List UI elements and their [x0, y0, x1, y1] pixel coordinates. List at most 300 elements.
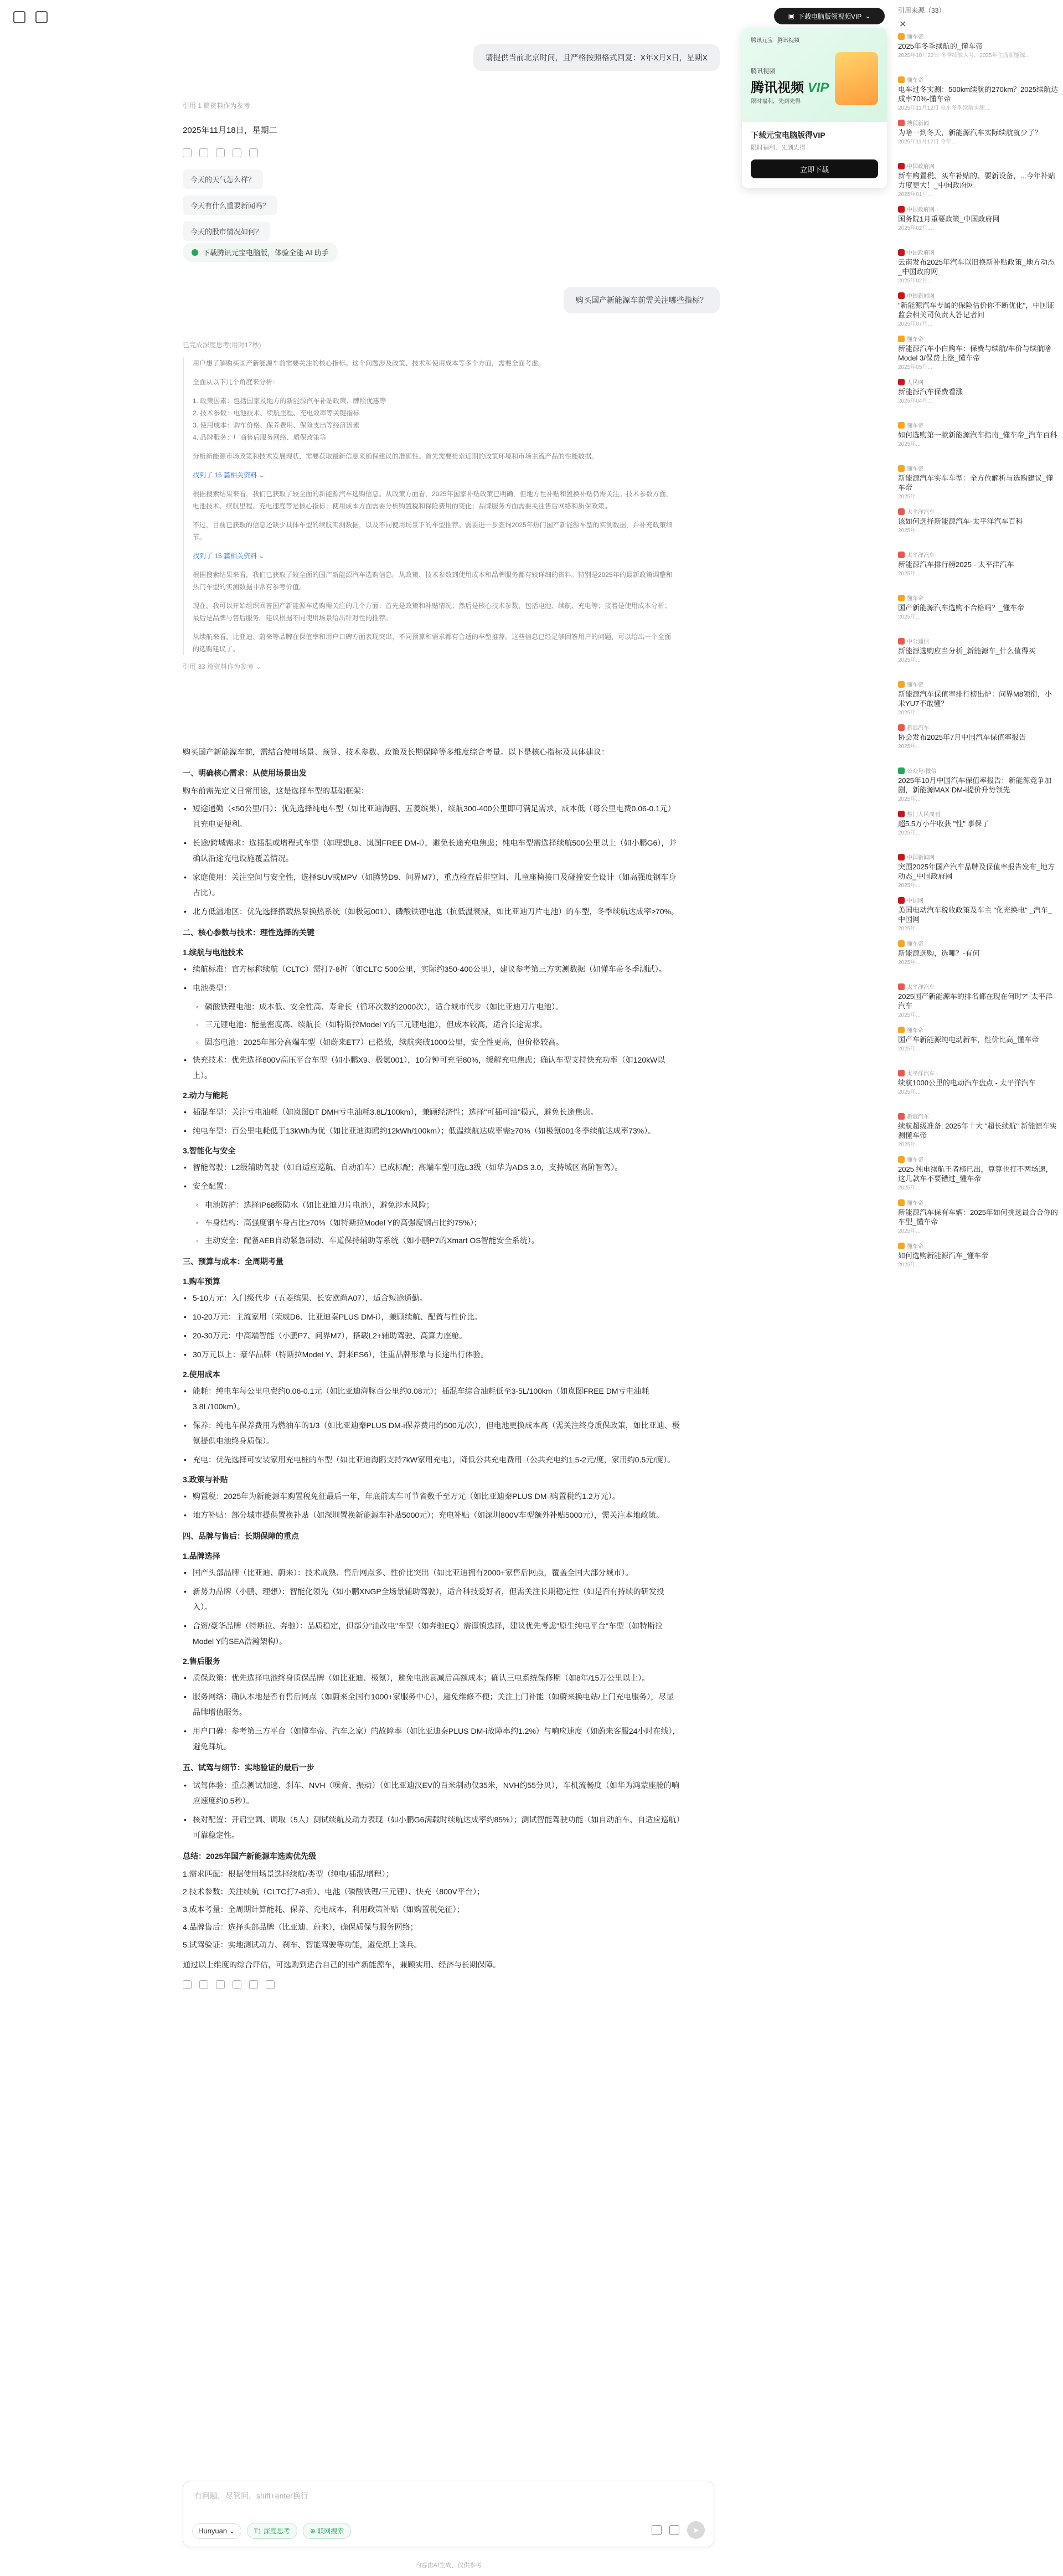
summary-item: 4.品牌售后：选择头部品牌（比亚迪、蔚来），确保质保与服务网络； — [183, 1923, 418, 1931]
reference-snippet: 2025年... — [898, 710, 921, 716]
reference-title: 为啥一到冬天，新能源汽车实际续航就少了？ — [898, 128, 1043, 137]
reference-title: 续航1000公里的电动汽车盘点 - 太平洋汽车 — [898, 1079, 1036, 1087]
reference-snippet: 2025年... — [898, 744, 921, 750]
source-logo-icon — [898, 552, 905, 558]
thinking-list-item: 4. 品牌服务：厂商售后服务网络、质保政策等 — [193, 434, 327, 441]
section-heading: 三、预算与成本：全周期考量 — [183, 1257, 283, 1266]
reference-source-name: 懂车帝 — [907, 1201, 923, 1207]
source-logo-icon — [898, 163, 905, 169]
reference-snippet: 2025年... — [898, 441, 921, 447]
reference-item[interactable] — [898, 421, 1059, 456]
badge: 腾讯元宝 — [751, 38, 773, 44]
reference-title: "新能源汽车专属的保险估价你不断优化"，中国证监会相关司负责人答记者问 — [898, 301, 1055, 319]
reference-source-name: 懂车帝 — [907, 337, 923, 343]
reference-snippet: 2025年02月... — [898, 225, 932, 231]
list-item: • 30万元以上：豪华品牌（特斯拉Model Y、蔚来ES6），注重品牌形象与长途出行体验。 — [183, 1347, 681, 1362]
reference-source-name: 懂车帝 — [907, 682, 923, 688]
list-item: • 短途通勤（≤50公里/日）：优先选择纯电车型（如比亚迪海鸥、五菱缤果），续航300-400公里即可满足需求，成本低（每公里电费0.06-0.1元）且充电更便利。 — [183, 801, 681, 832]
subsection-heading: 2.售后服务 — [183, 1657, 220, 1666]
reference-snippet: 2025年... — [898, 614, 921, 620]
thinking-text: 不过，目前已获取的信息还缺少具体车型的续航实测数据，以及不同使用场景下的车型推荐。需要进一步查询2025年热门国产新能源车型的实测数据，并补充政策细节。 — [193, 521, 673, 541]
thinking-list-item: 1. 政策因素：包括国家及地方的新能源汽车补贴政策、牌照优惠等 — [193, 397, 386, 405]
reference-item[interactable] — [898, 248, 1059, 284]
share-icon[interactable] — [199, 1980, 208, 1989]
reference-item[interactable] — [898, 32, 1059, 68]
image-icon[interactable] — [669, 2525, 679, 2535]
reference-source-name: 太平洋汽车 — [907, 553, 935, 559]
reference-title: 2025年10月中国汽车保值率报告：新能源竞争加剧，新能源MAX DM-i提价升势领先 — [898, 776, 1052, 794]
reference-source — [898, 1112, 1059, 1120]
reference-snippet: 2025年11月12日 电车冬季续航实测... — [898, 105, 989, 111]
reference-source — [898, 1198, 1059, 1207]
reference-source-name: 懂车帝 — [907, 1157, 923, 1163]
reference-source — [898, 1069, 1059, 1077]
reference-source-name: 懂车帝 — [907, 78, 923, 84]
reference-item[interactable] — [898, 291, 1059, 327]
thinking-list-item: 2. 技术参数：电池技术、续航里程、充电效率等关键指标 — [193, 409, 360, 417]
source-logo-icon — [898, 1113, 905, 1120]
source-logo-icon — [898, 854, 905, 861]
reference-source-name: 太平洋汽车 — [907, 1071, 935, 1077]
reference-item[interactable] — [898, 637, 1059, 672]
vip-promo-card — [742, 28, 887, 188]
nested-list-item: ◦ 电池防护：选择IP68级防水（如比亚迪刀片电池），避免涉水风险； — [183, 1197, 681, 1213]
thumb-up-icon[interactable] — [216, 1980, 225, 1989]
list-item: • 充电：优先选择可安装家用充电桩的车型（如比亚迪海鸥支持7kW家用充电），降低公共充电费用（公共充电约1.5-2元/度，家用约0.5元/度）。 — [183, 1452, 681, 1467]
download-label: 下载腾讯元宝电脑版，体验全能 AI 助手 — [203, 249, 329, 257]
reference-snippet: 2025年... — [898, 1142, 921, 1148]
reference-title: 新能源汽车保费看涨 — [898, 388, 963, 396]
reference-source — [898, 550, 1059, 559]
subsection-heading: 2.使用成本 — [183, 1370, 220, 1379]
reference-title: 协会发布2025年7月中国汽车保值率报告 — [898, 733, 1026, 741]
source-logo-icon — [898, 1199, 905, 1206]
reference-source-name: 中国政府网 — [907, 164, 935, 170]
reference-count[interactable]: 引用 1 篇资料作为参考 — [183, 102, 250, 110]
reference-title: 美国电动汽车税收政策及车主 "化充换电" _汽车_中国网 — [898, 906, 1052, 924]
promo-badges — [751, 35, 799, 44]
reference-source — [898, 1155, 1059, 1163]
reference-source — [898, 507, 1059, 516]
reference-source — [898, 810, 1059, 818]
subsection-heading: 1.续航与电池技术 — [183, 948, 244, 957]
thumb-up-icon[interactable] — [216, 148, 225, 157]
list-item: • 地方补贴：部分城市提供置换补贴（如深圳置换新能源车补贴5000元）；充电补贴（如深圳800V车型额外补贴5000元），需关注本地政策。 — [183, 1507, 681, 1523]
section-heading: 总结：2025年国产新能源车选购优先级 — [183, 1852, 317, 1861]
source-logo-icon — [898, 249, 905, 256]
subsection-heading: 1.品牌选择 — [183, 1552, 220, 1560]
download-app-button[interactable] — [183, 243, 338, 262]
reference-list — [898, 32, 1059, 1285]
summary-item: 2.技术参数：关注续航（CLTC打7-8折）、电池（磷酸铁锂/三元锂）、快充（800V平台）； — [183, 1887, 485, 1896]
top-toolbar — [13, 11, 48, 23]
source-logo-icon — [898, 508, 905, 515]
reference-item[interactable] — [898, 939, 1059, 975]
source-logo-icon — [898, 638, 905, 645]
promo-subtitle: 限时福利，先到先得 — [751, 145, 806, 151]
chat-input-box — [183, 2481, 714, 2547]
section-heading: 五、试驾与细节：实地验证的最后一步 — [183, 1763, 314, 1772]
reference-snippet: 2025年05月... — [898, 364, 932, 370]
reference-item[interactable] — [898, 464, 1059, 499]
reference-source-name: 懂车帝 — [907, 1244, 923, 1250]
suggestion-item[interactable]: 今天的股市情况如何？ — [183, 221, 270, 241]
source-logo-icon — [898, 811, 905, 817]
reference-title: 新能源选购，选哪？-有何 — [898, 949, 980, 957]
reference-title: 国产车新能源纯电动新车，性价比高_懂车帝 — [898, 1035, 1039, 1044]
badge: 腾讯视频 — [777, 38, 799, 44]
message-actions — [183, 1980, 681, 1989]
reference-item[interactable] — [898, 75, 1059, 111]
subsection-heading: 3.智能化与安全 — [183, 1146, 236, 1155]
reference-source — [898, 594, 1059, 602]
source-logo-icon — [898, 681, 905, 688]
list-item: • 5-10万元：入门级代步（五菱缤果、长安欧尚A07），适合短途通勤。 — [183, 1290, 681, 1306]
reference-source-name: 新浪汽车 — [907, 1114, 929, 1120]
reference-source — [898, 637, 1059, 645]
list-item: • 质保政策：优先选择电池终身质保品牌（如比亚迪、极氪），避免电池衰减后高额成本；确认三电系统保修期（如8年/15万公里以上）。 — [183, 1670, 681, 1686]
reference-item[interactable] — [898, 205, 1059, 240]
reference-title: 2025年冬季续航的_懂车帝 — [898, 42, 983, 50]
reference-item[interactable] — [898, 119, 1059, 154]
app-logo-icon — [192, 249, 198, 256]
reference-item[interactable] — [898, 550, 1059, 586]
reference-source-name: 太平洋汽车 — [907, 985, 935, 991]
reference-snippet: 2025年... — [898, 1262, 921, 1268]
reference-source-name: 懂车帝 — [907, 941, 923, 947]
source-logo-icon — [898, 1070, 905, 1076]
source-logo-icon — [898, 379, 905, 385]
reference-snippet: 2025年... — [898, 494, 921, 500]
promo-brand-name: 腾讯视频 — [751, 80, 804, 95]
source-logo-icon — [898, 767, 905, 774]
reference-source — [898, 75, 1059, 84]
thinking-text: 从续航来看，比亚迪、蔚来等品牌在保值率和用户口碑方面表现突出，不同预算和需求都有合适的车型推荐。这些信息已经足够回答用户的问题，可以给出一个全面的选购建议了。 — [193, 633, 672, 653]
list-item: • 长途/跨城需求：选插混或增程式车型（如理想L8、岚图FREE DM-i），避免长途充电焦虑；纯电车型需选择续航500公里以上（如小鹏G6），并确认沿途充电设施覆盖情况。 — [183, 835, 681, 866]
reference-source — [898, 378, 1059, 386]
thinking-text: 根据搜索结果来看，我们已获取了较全面的国产新能源汽车选购信息。从政策、技术参数到使用成本和品牌服务都有较详细的资料。特别是2025年的最新政策调整和热门车型的实测数据非常有参考价值。 — [193, 571, 673, 591]
source-logo-icon — [898, 940, 905, 947]
reference-source — [898, 723, 1059, 731]
nested-list-item: ◦ 磷酸铁锂电池：成本低、安全性高、寿命长（循环次数约2000次），适合城市代步（如比亚迪刀片电池）。 — [183, 999, 681, 1014]
source-logo-icon — [898, 1027, 905, 1033]
sidebar-toggle-icon[interactable] — [13, 11, 25, 23]
source-logo-icon — [898, 1156, 905, 1163]
list-item: • 20-30万元：中高端智能（小鹏P7、问界M7），搭载L2+辅助驾驶、高算力座舱。 — [183, 1328, 681, 1343]
reference-title: 云南发布2025年汽车以旧换新补贴政策_地方动态_中国政府网 — [898, 258, 1055, 276]
reference-item[interactable] — [898, 896, 1059, 931]
reference-snippet: 2025年... — [898, 528, 921, 534]
reference-title: 新能源汽车实车车型：全方位解析与选购建议_懂车帝 — [898, 474, 1054, 492]
tv-icon: ▣ — [788, 12, 794, 20]
source-logo-icon — [898, 206, 905, 213]
reference-source-name: 懂车帝 — [907, 423, 923, 429]
reference-item[interactable] — [898, 1069, 1059, 1104]
reference-source — [898, 291, 1059, 300]
reference-title: 2025国产新能源车的排名都在现在何时?"-太平洋汽车 — [898, 992, 1053, 1010]
source-logo-icon — [898, 292, 905, 299]
reference-title: 新车购置税、买车补贴的、要新设备，...今年补贴力度更大！_中国政府网 — [898, 172, 1055, 189]
reference-snippet: 2025年02月... — [898, 278, 932, 284]
source-logo-icon — [898, 897, 905, 904]
tv-illustration-icon — [835, 52, 878, 105]
reference-source — [898, 896, 1059, 904]
vip-label: VIP — [807, 80, 829, 95]
section-heading: 二、核心参数与技术：理性选择的关键 — [183, 928, 314, 937]
reference-title: 超5.5万小牛收获 "性" 事保了 — [898, 820, 989, 828]
reference-source — [898, 1026, 1059, 1034]
reference-title: 如何选购第一款新能源汽车指南_懂车帝_汽车百科 — [898, 431, 1057, 439]
reference-item[interactable] — [898, 1026, 1059, 1061]
reference-item[interactable] — [898, 507, 1059, 543]
reference-title: 电车过冬实测：500km续航的270km？2025续航达成率70%-懂车帝 — [898, 85, 1058, 103]
more-icon[interactable] — [249, 148, 258, 157]
source-logo-icon — [898, 120, 905, 126]
list-item: • 续航标准：官方标称续航（CLTC）需打7-8折（如CLTC 500公里，实际约350-400公里），建议参考第三方实测数据（如懂车帝冬季测试）。 — [183, 961, 681, 977]
reference-source-name: 懂车帝 — [907, 34, 923, 40]
reference-title: 新能源汽车保有车辆：2025年如何挑选最合合你的车型_懂车帝 — [898, 1208, 1058, 1226]
list-item: • 核对配置：开启空调、调取（5人）测试续航及动力表现（如小鹏G6满载时续航达成率约85%）；测试智能驾驶功能（如自动泊车、自适应巡航）可靠稳定性。 — [183, 1812, 681, 1843]
source-logo-icon — [898, 422, 905, 429]
reference-item[interactable] — [898, 766, 1059, 802]
reference-item[interactable] — [898, 334, 1059, 370]
reference-source — [898, 248, 1059, 256]
summary-item: 5.试驾验证：实地测试动力、刹车、智能驾驶等功能，避免纸上谈兵。 — [183, 1940, 422, 1949]
list-item: • 插混车型：关注亏电油耗（如岚图DT DMH亏电油耗3.8L/100km），兼顾经济性；选择"可插可油"模式，避免长途焦虑。 — [183, 1104, 681, 1120]
suggestion-list — [183, 169, 277, 241]
reference-source-name: 中国新闻网 — [907, 293, 935, 300]
reference-snippet: 2025年... — [898, 1185, 921, 1191]
reference-source — [898, 32, 1059, 40]
reference-source-name: 懂车帝 — [907, 1028, 923, 1034]
reference-item[interactable] — [898, 1112, 1059, 1147]
source-logo-icon — [898, 33, 905, 40]
reference-snippet: 2025年... — [898, 1046, 921, 1052]
list-item: • 新势力品牌（小鹏、理想）：智能化领先（如小鹏XNGP全场景辅助驾驶），适合科技爱好者，但需关注长期稳定性（如是否有持续的研发投入）。 — [183, 1584, 681, 1615]
reference-item[interactable] — [898, 378, 1059, 413]
thinking-text: 用户想了解购买国产新能源车前需要关注的核心指标。这个问题涉及政策、技术和使用成本等多个方面，需要全面考虑。 — [193, 359, 545, 367]
reference-source-name: 太平洋汽车 — [907, 509, 935, 516]
nested-list-item: ◦ 三元锂电池：能量密度高、续航长（如特斯拉Model Y的三元锂电池），但成本较高，适合长途需求。 — [183, 1017, 681, 1032]
reference-source-name: 中国政府网 — [907, 207, 935, 213]
source-logo-icon — [898, 1243, 905, 1249]
reference-source-name: 中国新闻网 — [907, 855, 935, 861]
reference-title: 续航超级准备: 2025年十大 "超长续航" 新能源车实测懂车帝 — [898, 1122, 1057, 1140]
reference-snippet: 2025年07月... — [898, 321, 932, 327]
reference-source-name: 公众号·微信 — [907, 769, 937, 775]
reference-source — [898, 853, 1059, 861]
reference-panel — [892, 0, 1063, 2576]
reference-snippet: 2025年... — [898, 571, 921, 577]
reference-snippet: 2025年... — [898, 1089, 921, 1095]
list-item: • 购置税：2025年为新能源车购置税免征最后一年，年底前购车可节省数千至万元（如比亚迪秦PLUS DM-i购置税约1.2万元）。 — [183, 1488, 681, 1504]
more-icon[interactable] — [266, 1980, 275, 1989]
thinking-list-item: 3. 使用成本：购车价格、保养费用、保险支出等经济因素 — [193, 421, 360, 429]
reference-source — [898, 205, 1059, 213]
answer-date: 2025年11月18日，星期二 — [183, 126, 277, 135]
reference-title: 如何选购新能源汽车_懂车帝 — [898, 1251, 989, 1260]
user-message-2: 购买国产新能源车前需关注哪些指标？ — [564, 287, 720, 313]
reference-item[interactable] — [898, 680, 1059, 715]
web-search-toggle[interactable]: ⊕ 联网搜索 — [303, 2523, 351, 2539]
reference-title: 新能源汽车保值率排行榜出炉：问界M8领衔，小米YU7不敢懂？ — [898, 690, 1052, 708]
answer-intro: 购买国产新能源车前，需结合使用场景、预算、技术参数、政策及长期保障等多维度综合考量。以下是核心指标及具体建议： — [183, 748, 609, 756]
list-item: • 合资/豪华品牌（特斯拉、奔驰）：品质稳定，但部分"油改电"车型（如奔驰EQ）需谨慎选择，建议优先考虑"原生纯电平台"车型（如特斯拉Model Y的SEA浩瀚架构）。 — [183, 1618, 681, 1649]
answer-body — [183, 740, 681, 1989]
share-icon[interactable] — [199, 148, 208, 157]
reference-title: 突围2025年国产汽车品牌及保值率报告发布_地方动态_中国政府网 — [898, 863, 1055, 880]
reference-count[interactable]: 引用 33 篇资料作为参考 ⌄ — [183, 663, 261, 671]
nested-list-item: ◦ 固态电池：2025年部分高端车型（如蔚来ET7）已搭载，续航突破1000公里，安全性更高，但价格较高。 — [183, 1034, 681, 1050]
reference-source — [898, 982, 1059, 991]
thinking-body — [183, 357, 675, 655]
promo-title: 下载元宝电脑版得VIP — [751, 131, 825, 140]
thumb-down-icon[interactable] — [233, 1980, 241, 1989]
nested-list-item: ◦ 主动安全：配备AEB自动紧急制动、车道保持辅助等系统（如小鹏P7的Xmart OS智能安全系统）。 — [183, 1233, 681, 1248]
list-item: • 北方低温地区：优先选择搭载热泵换热系统（如极氪001）、磷酸铁锂电池（抗低温衰减，如比亚迪刀片电池）的车型，冬季续航达成率≥70%。 — [183, 904, 681, 919]
reference-source — [898, 334, 1059, 343]
source-logo-icon — [898, 465, 905, 472]
download-vip-label: 下载电脑版领视频VIP — [797, 12, 862, 20]
list-item: • 电池类型： — [183, 980, 681, 996]
reference-item[interactable] — [898, 1241, 1059, 1277]
reference-title: 新能源汽车小白购车：保费与续航/车价与续航啥Model 3/保费上涨_懂车帝 — [898, 344, 1051, 362]
reference-source — [898, 421, 1059, 429]
chevron-down-icon: ⌄ — [865, 12, 871, 20]
source-logo-icon — [898, 76, 905, 83]
answer-closing: 通过以上维度的综合评估，可选购到适合自己的国产新能源车，兼顾实用、经济与长期保障。 — [183, 1960, 500, 1969]
deep-think-toggle[interactable]: T1 深度思考 — [247, 2523, 297, 2539]
list-item: • 安全配置： — [183, 1178, 681, 1194]
list-item: • 快充技术：优先选择800V高压平台车型（如小鹏X9、极氪001），10分钟可充至80%，缓解充电焦虑；确认车型支持快充功率（如120kW以上）。 — [183, 1052, 681, 1083]
reference-source-name: 懂车帝 — [907, 596, 923, 602]
summary-item: 1.需求匹配：根据使用场景选择续航/类型（纯电/插混/增程）； — [183, 1869, 394, 1878]
reference-source-name: 热门人民周刊 — [907, 812, 940, 818]
thumb-down-icon[interactable] — [233, 148, 241, 157]
thinking-header[interactable]: 已完成深度思考(用时17秒) — [183, 341, 261, 349]
download-vip-button[interactable] — [774, 8, 885, 24]
user-message-1: 请提供当前北京时间，且严格按照格式回复：X年X月X日，星期X — [473, 44, 720, 71]
search-results-link[interactable]: 找到了 15 篇相关资料 ⌄ — [193, 471, 265, 479]
nested-list-item: ◦ 车身结构：高强度钢车身占比≥70%（如特斯拉Model Y的高强度钢占比约75%）； — [183, 1215, 681, 1230]
reference-source-name: 人民网 — [907, 380, 923, 386]
reference-snippet: 2025年... — [898, 1012, 921, 1018]
copy-icon[interactable] — [183, 148, 192, 157]
suggestion-item[interactable]: 今天的天气怎么样？ — [183, 169, 263, 189]
reference-source — [898, 680, 1059, 688]
source-logo-icon — [898, 595, 905, 601]
send-button[interactable]: ➤ — [687, 2521, 705, 2539]
list-item: • 纯电车型：百公里电耗低于13kWh为优（如比亚迪海鸥约12kWh/100km）；低温续航达成率需≥70%（如极氪001冬季续航达成率73%）。 — [183, 1123, 681, 1138]
chat-column — [177, 0, 720, 2576]
folder-icon[interactable] — [652, 2525, 662, 2535]
copy-icon[interactable] — [183, 1980, 192, 1989]
reference-item[interactable] — [898, 853, 1059, 888]
reference-source-name: 中国政府网 — [907, 250, 935, 256]
reference-title: 新能源汽车排行榜2025 - 太平洋汽车 — [898, 560, 1014, 569]
thinking-text: 现在，我可以开始组织回答国产新能源车选购需关注的几个方面：首先是政策和补贴情况；然后是核心技术参数，包括电池、续航、充电等；接着是使用成本分析；最后是品牌与售后服务。建议根据不同使用场景给出针对性的推荐。 — [193, 602, 672, 622]
ai-disclaimer: 内容由AI生成，仅供参考 — [415, 2562, 482, 2569]
section-heading: 一、明确核心需求：从使用场景出发 — [183, 769, 307, 777]
reference-snippet: 2025年01月... — [898, 192, 932, 198]
subsection-heading: 1.购车预算 — [183, 1277, 220, 1286]
reference-item[interactable] — [898, 162, 1059, 197]
list-item: • 用户口碑：参考第三方平台（如懂车帝、汽车之家）的故障率（如比亚迪秦PLUS DM-i故障率约1.2%）与响应速度（如蔚来客服24小时在线），避免踩坑。 — [183, 1723, 681, 1754]
reference-source — [898, 162, 1059, 170]
reference-title: 2025 纯电续航王者榜已出，算算也打不两场速，这几款车不要错过_懂车帝 — [898, 1165, 1053, 1183]
reference-source — [898, 1241, 1059, 1250]
subsection-heading: 3.政策与补贴 — [183, 1475, 228, 1484]
reference-snippet: 2025年... — [898, 960, 921, 966]
promo-brand-small: 腾讯视频 — [751, 68, 775, 75]
list-item: • 10-20万元：主流家用（荣威D6、比亚迪秦PLUS DM-i），兼顾续航、配置与性价比。 — [183, 1309, 681, 1325]
reference-item[interactable] — [898, 982, 1059, 1018]
message-actions — [183, 148, 258, 157]
thinking-text: 根据搜索结果来看，我们已获取了较全面的新能源汽车选购信息。从政策方面看，2025年国家补贴政策已明确，但地方性补贴和置换补贴仍需关注。技术参数方面，电池技术、续航里程、充电速度等是核心指标；使用成本方面需要分析购置税和保险费用的变化；品牌服务方面需要关注售后网络和质保政策。 — [193, 490, 673, 510]
thinking-panel — [183, 340, 675, 671]
reference-item[interactable] — [898, 1155, 1059, 1191]
source-logo-icon — [898, 336, 905, 342]
thinking-text: 分析新能源市场政策和技术发展现状，需要获取最新信息来确保建议的准确性。首先需要检索近期的政策环境和市场主流产品的性能数据。 — [193, 452, 598, 460]
promo-tagline: 限时福利，先到先得 — [751, 99, 801, 105]
download-now-button[interactable]: 立即下载 — [751, 159, 878, 178]
reference-snippet: 2025年... — [898, 883, 921, 889]
search-results-link[interactable]: 找到了 15 篇相关资料 ⌄ — [193, 552, 265, 560]
model-selector[interactable]: Hunyuan ⌄ — [192, 2523, 241, 2539]
input-right-tools — [652, 2521, 705, 2539]
reference-source — [898, 119, 1059, 127]
subsection-heading: 2.动力与能耗 — [183, 1091, 228, 1100]
answer-text: 购车前需先定义日常用途，这是选择车型的基础框架： — [183, 786, 369, 795]
reference-snippet: 2025年10月22日 冬季续航大考，2025年主流新能源... — [898, 53, 1030, 59]
new-chat-icon[interactable] — [35, 11, 48, 23]
reference-item[interactable] — [898, 594, 1059, 629]
section-heading: 四、品牌与售后：长期保障的重点 — [183, 1532, 299, 1541]
reference-item[interactable] — [898, 723, 1059, 759]
reference-panel-title: 引用来源（33） — [898, 7, 946, 14]
reference-item[interactable] — [898, 1198, 1059, 1234]
reference-source-name: 新浪汽车 — [907, 725, 929, 731]
reference-title: 国务院1月重要政策_中国政府网 — [898, 215, 1000, 223]
reference-source — [898, 464, 1059, 472]
reference-item[interactable] — [898, 810, 1059, 845]
reference-snippet: 2025年... — [898, 657, 921, 663]
reference-source — [898, 939, 1059, 947]
reference-source-name: 搜狐新闻 — [907, 121, 929, 127]
reference-source-name: 中国网 — [907, 898, 923, 904]
close-icon[interactable]: ✕ — [899, 20, 907, 29]
list-item: • 家庭使用：关注空间与安全性，选择SUV或MPV（如腾势D9、问界M7），重点检查后排空间、儿童座椅接口及碰撞安全设计（如高强度钢车身占比）。 — [183, 869, 681, 900]
input-tools — [192, 2523, 351, 2539]
reference-title: 新能源选购应当分析_新能源车_什么值得买 — [898, 647, 1036, 655]
reference-title: 国产新能源汽车选购不合格吗？_懂车帝 — [898, 604, 1025, 612]
summary-item: 3.成本考量：全周期计算能耗、保养、充电成本，利用政策补贴（如购置税免征）； — [183, 1905, 465, 1914]
list-item: • 能耗：纯电车每公里电费约0.06-0.1元（如比亚迪海豚百公里约0.08元）；插混车综合油耗低至3-5L/100km（如岚图FREE DM亏电油耗3.8L/100km）。 — [183, 1383, 681, 1414]
suggestion-item[interactable]: 今天有什么重要新闻吗？ — [183, 195, 277, 215]
regenerate-icon[interactable] — [249, 1980, 258, 1989]
list-item: • 智能驾驶：L2级辅助驾驶（如自适应巡航、自动泊车）已成标配；高端车型可选L3级（如华为ADS 3.0，支持城区高阶智驾）。 — [183, 1160, 681, 1175]
reference-snippet: 2025年... — [898, 796, 921, 802]
list-item: • 服务网络：确认本地是否有售后网点（如蔚来全国有1000+家服务中心），避免维修不便；关注上门补能（如蔚来换电站/上门充电服务），尽显品牌增值服务。 — [183, 1689, 681, 1720]
reference-source-name: 懂车帝 — [907, 466, 923, 472]
source-logo-icon — [898, 724, 905, 731]
source-logo-icon — [898, 983, 905, 990]
list-item: • 保养：纯电车保养费用为燃油车的1/3（如比亚迪秦PLUS DM-i保养费用约500元/次），但电池更换成本高（需关注终身质保政策，如比亚迪、极氪提供电池终身质保）。 — [183, 1418, 681, 1449]
thinking-text: 全面从以下几个角度来分析： — [193, 378, 280, 386]
reference-snippet: 2025年04月... — [898, 398, 932, 404]
promo-banner — [742, 28, 887, 122]
chat-input[interactable]: 有问题，尽管问，shift+enter换行 — [194, 2491, 308, 2500]
